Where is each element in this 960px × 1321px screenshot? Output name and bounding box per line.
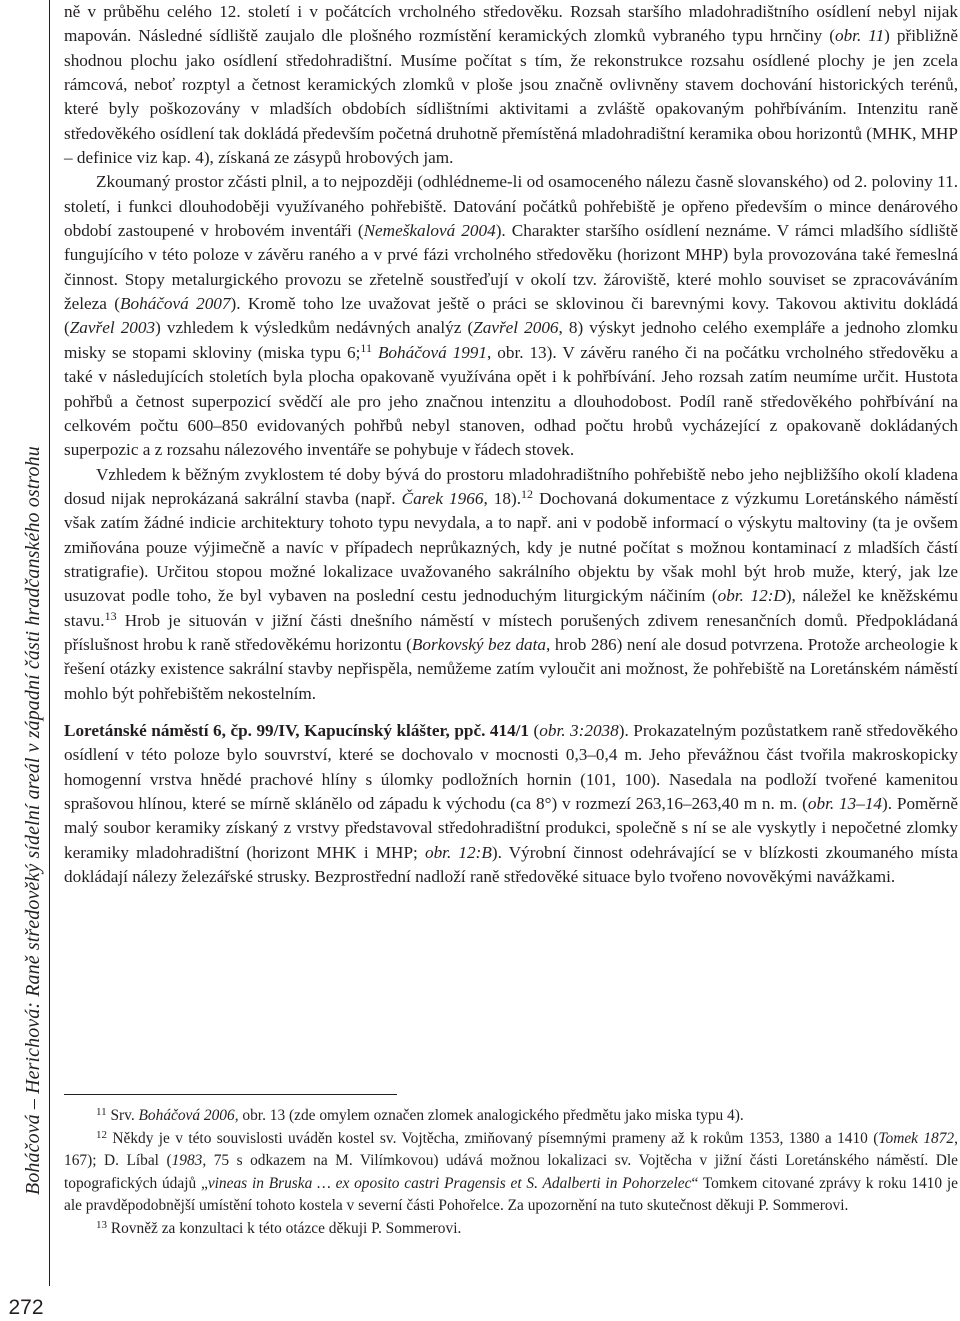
footnotes [64,1094,958,1240]
figure-reference: obr. 12:D [717,586,786,606]
text-run: Zkoumaný prostor zčásti plnil, a to nejpozději (odhlédneme-li od osamoceného nálezu časně slovanského) od 2. poloviny 11. století, i funkci dlouhodoběji využívaného pohřebiště. Datování počátků pohřebiště je opřeno především o mince denárového období zastoupené v hrobovém inventáři ( [64,172,958,241]
footnote-marker: 13 [104,608,117,623]
citation: Boháčová 2006 [138,1107,235,1124]
citation: Zavřel 2006 [473,318,559,338]
figure-reference: obr. 12:B [424,842,492,862]
figure-reference: obr. 3:2038 [539,720,619,740]
citation: Zavřel 2003 [69,318,156,338]
text-run: Srv. [106,1107,139,1124]
paragraph-2 [64,170,958,462]
text-run: ) přibližně shodnou plochu jako osídlení středohradištní. Musíme počítat s tím, že rekonstrukce rozsahu osídlené plochy je jen zcela rámcová, neboť rozptyl a četnost keramických zlomků v ploše jsou značně ovlivněny stavem dochování historických terénů, které byly poškozovány v mladších obdobích sídlištními aktivitami a zvláště opakovaným pohřbíváním. Intenzitu raně středověkého osídlení tak dokládá především početná druhotně přemístěná mladohradištní keramika obou horizontů (MHK, MHP – definice viz kap. 4), získaná ze zásypů hrobových jam. [64,26,958,168]
footnote-11 [64,1105,958,1128]
section-gap [64,706,958,719]
text-run: ), náležel ke kněžskému stavu. [64,586,958,630]
footnote-13 [64,1218,958,1241]
citation: Nemeškalová 2004 [363,221,496,241]
side-margin [0,0,50,1321]
figure-reference: obr. 13–14 [807,794,883,813]
footnote-number: 12 [96,1128,107,1141]
footnote-marker: 12 [521,486,534,501]
page-number: 272 [8,1296,44,1319]
footnote-rule [64,1094,397,1095]
text-run: ) vzhledem k výsledkům nedávných analýz ( [155,318,474,338]
text-run: ( [529,720,540,740]
text-run: , obr. 13). V závěru raného či na počátku vrcholného středověku a také v následujících stoletích byla plocha opakovaně využívána opět i k pohřbívání. Jeho rozsah zatím neumíme určit. Hustota pohřbů a četnost superpozicí svědčí ale pro jeho značnou intenzitu a dlouhodobost. Podíl raně středověkého pohřbívání na celkovém počtu 600–850 evidovaných pohřbů nebyl stanoven, odhad počtu hrobů vycházející z opakovaně dokládaných superpozic a z rozsahu nálezového inventáře se pohybuje v řádech stovek. [64,342,959,460]
text-run: Rovněž za konzultaci k této otázce děkuji P. Sommerovi. [107,1219,462,1237]
main-text [64,0,958,889]
text-run: , obr. 13 (zde omylem označen zlomek analogického předmětu jako miska typu 4). [234,1107,744,1124]
paragraph-1 [64,0,958,170]
text-run: ). Kromě toho lze uvažovat ještě o práci se sklovinou či barevnými kovy. Takovou aktivitu dokládá ( [64,294,958,338]
figure-reference: obr. 11 [834,26,885,46]
running-head: Boháčová – Herichová: Raně středověký sídelní areál v západní části hradčanského ostrohu [22,446,44,1195]
footnote-number: 11 [96,1106,107,1118]
citation: Boháčová 2007 [120,294,231,314]
footnote-number: 13 [96,1218,107,1231]
margin-rule [49,0,50,1286]
paragraph-3 [64,463,958,706]
text-run: ). Výrobní činnost odehrávající se v blízkosti zkoumaného místa dokládají nálezy železářské strusky. Bezprostřední nadloží raně středověké situace bylo tvořeno novověkými navážkami. [64,842,958,887]
paragraph-4 [64,719,958,889]
text-run: Dochovaná dokumentace z výzkumu Loretánského náměstí však zatím žádné indicie architektury tohoto typu nevydala, a to např. ani v podobě informací o výskytu maltoviny (ta je ovšem zmiňována pouze výjimečně a navíc v případech neprůkazných, kdy je nutné počítat s možnou kontaminací z mladších částí stratigrafie). Určitou stopou možné lokalizace uvažovaného sakrálního objektu by však mohl být hrob muže, který, jak lze usuzovat podle toho, že byl vybaven na poslední cestu jednoduchým liturgickým náčiním ( [64,488,958,606]
text-run: ně v průběhu celého 12. století i v počátcích vrcholného středověku. Rozsah staršího mladohradištního osídlení nebyl nijak mapován. Následné sídliště zaujalo dle plošného rozmístění keramických zlomků vybraného typu hrnčiny ( [64,2,958,46]
latin-quotation: vineas in Bruska … ex oposito castri Pragensis et S. Adalberti in Pohorzelec [207,1174,692,1192]
citation: Borkovský bez data [411,634,546,654]
footnote-marker: 11 [360,340,372,355]
text-run: , 75 s odkazem na M. Vilímkovou) udává možnou lokalizaci sv. Vojtěcha v jižní části Loretánského náměstí. Dle topografických údajů „ [64,1152,958,1192]
footnote-12 [64,1128,958,1218]
section-heading: Loretánské náměstí 6, čp. 99/IV, Kapucínský klášter, ppč. 414/1 [64,720,530,740]
text-run: , hrob 286) není ale dosud potvrzena. Protože archeologie k řešení otázky existence sakrální stavby nepřispěla, nemůžeme zatím vyloučit ani možnost, že pohřebiště na Loretánském náměstí mohlo být pohřebištěm nekostelním. [64,634,959,703]
citation: Čarek 1966 [401,488,484,508]
text-run: ). Prokazatelným pozůstatkem raně středověkého osídlení v této poloze bylo souvrství, které se dochovalo v mocnosti 0,3–0,4 m. Jeho převážnou část tvořila makroskopicky homogenní vrstva hnědé prachové hlíny s úlomky podložních hornin (101, 100). Nasedala na podloží tvořené kamenitou sprašovou hlínou, které se mírně sklánělo od západu k východu (ca 8°) v rozmezí 263,16–263,40 m n. m. ( [64,720,958,813]
text-run: ). Charakter staršího osídlení neznáme. V rámci mladšího sídliště fungujícího v této poloze v závěru raného a v prvé fázi vrcholného středověku (horizont MHP) byla provozována také řemeslná činnost. Stopy metalurgického provozu se zřetelně soustřeďují v okolí tzv. žároviště, které mohlo souviset se zpracováváním železa ( [64,221,958,314]
text-run: , 8) výskyt jednoho celého exempláře a jednoho zlomku misky se stopami skloviny (miska typu 6; [64,318,958,362]
citation: Boháčová 1991 [377,342,487,362]
text-run: Někdy je v této souvislosti uváděn kostel sv. Vojtěcha, zmiňovaný písemnými prameny až k rokům 1353, 1380 a 1410 ( [107,1129,879,1147]
text-run: , 18). [483,488,522,508]
text-run: Vzhledem k běžným zvyklostem té doby bývá do prostoru mladohradištního pohřebiště nebo jeho nejbližšího okolí kladena dosud nijak neprokázaná sakrální stavba (např. [64,464,958,508]
text-run: ). Poměrně malý soubor keramiky získaný z vrstvy představoval středohradištní produkci, společně s ní se ale vyskytly i nepočetné zlomky keramiky mladohradištní (horizont MHK i MHP; [64,794,958,862]
text-run: “ Tomkem citované zprávy k roku 1410 je ale pravděpodobnější umístění tohoto kostela v severní části Pohořelce. Za upozornění na tuto skutečnost děkuji P. Sommerovi. [64,1174,958,1214]
citation: 1983 [171,1152,203,1169]
citation: Tomek 1872 [878,1129,955,1147]
text-run: Hrob je situován v jižní části dnešního náměstí v místech porušených zdivem renesančních domů. Předpokládaná příslušnost hrobu k raně středověkému horizontu ( [64,610,958,654]
text-run: , 167); D. Líbal ( [64,1129,958,1169]
